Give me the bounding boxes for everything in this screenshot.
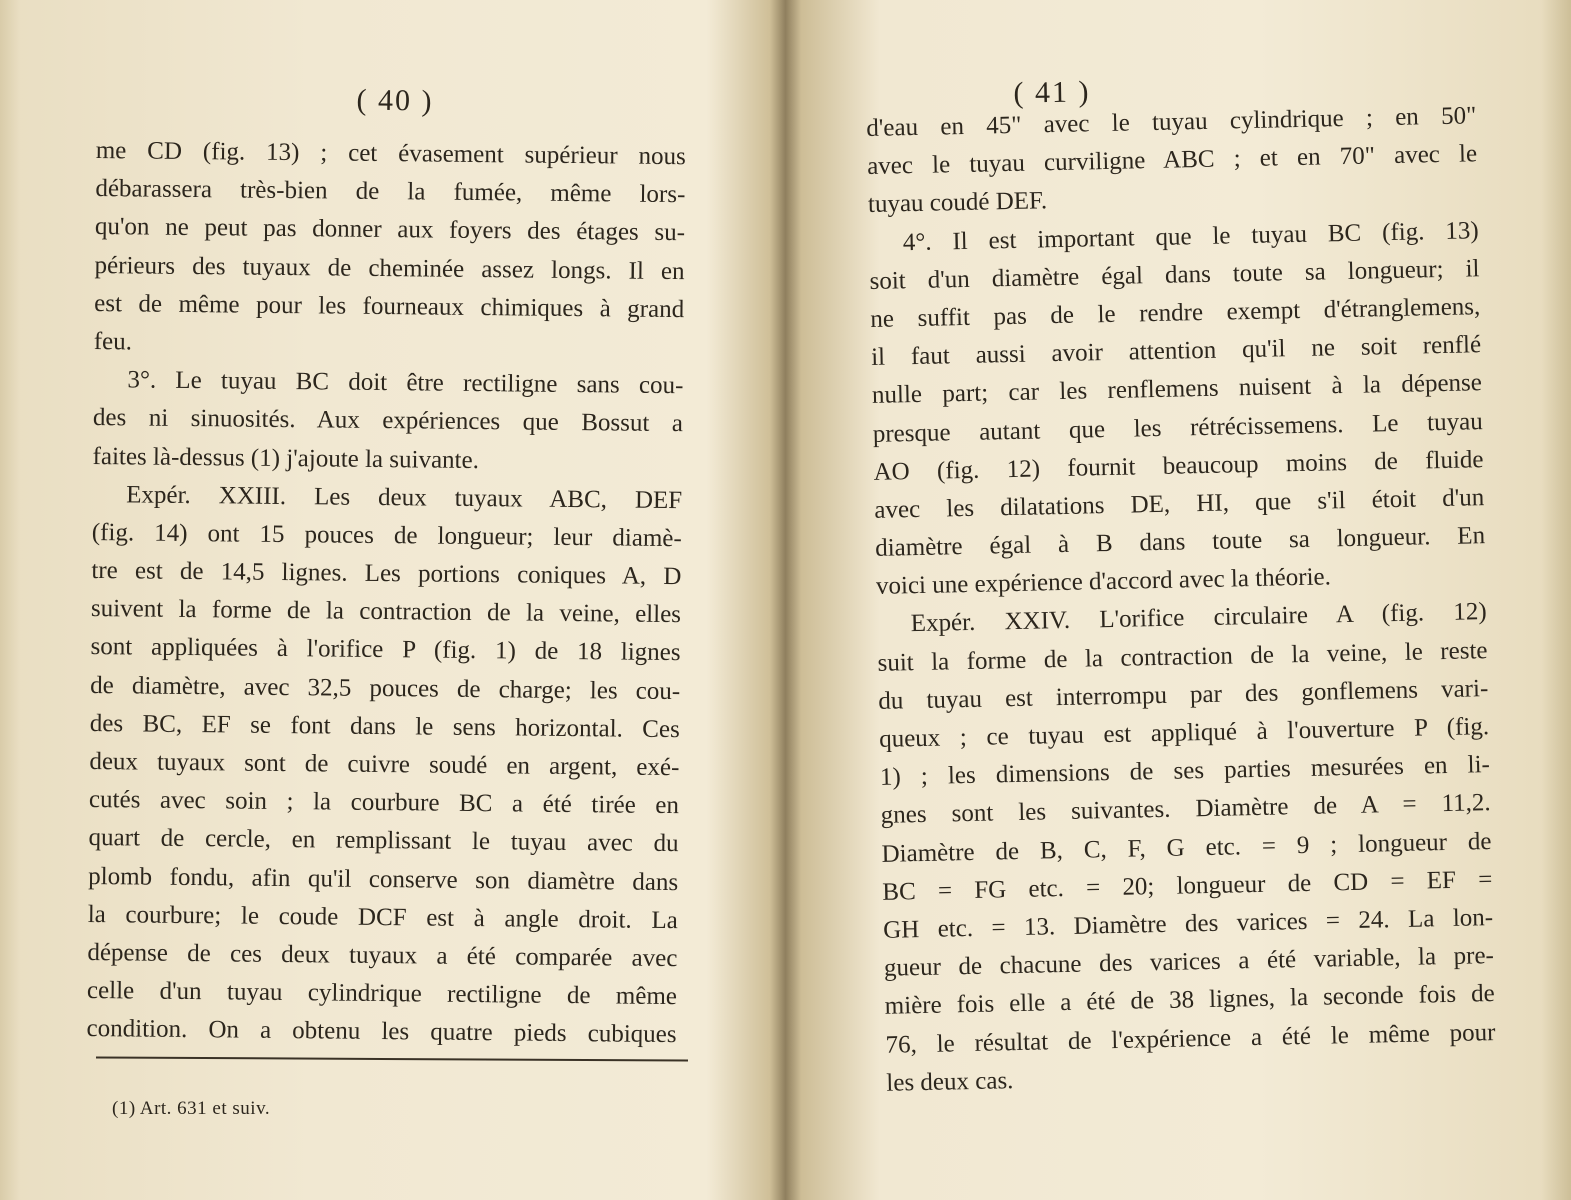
right-line-5: soit d'un diamètre égal dans toute sa longueur; il bbox=[869, 254, 1480, 295]
left-line-7: 3°. Le tuyau BC doit être rectiligne sans cou- bbox=[127, 366, 684, 400]
left-line-9: faites là-dessus (1) j'ajoute la suivante. bbox=[92, 442, 480, 474]
left-line-2: débarassera très-bien de la fumée, même lors- bbox=[95, 175, 686, 209]
right-page-text bbox=[866, 97, 1497, 1102]
left-line-5: est de même pour les fourneaux chimiques à grand bbox=[94, 289, 685, 323]
right-page-number: ( 41 ) bbox=[1013, 75, 1091, 110]
right-line-8: nulle part; car les renflemens nuisent à la dépense bbox=[871, 369, 1483, 410]
footnote-rule bbox=[96, 1056, 688, 1061]
right-line-14: Expér. XXIV. L'orifice circulaire A (fig. 12) bbox=[910, 598, 1487, 638]
right-line-3: tuyau coudé DEF. bbox=[867, 187, 1048, 219]
left-line-8: des ni sinuosités. Aux expériences que Bossut a bbox=[92, 404, 684, 438]
right-line-1: d'eau en 45" avec le tuyau cylindrique ; en 50" bbox=[866, 102, 1477, 142]
right-line-11: avec les dilatations DE, HI, que s'il étoit d'un bbox=[874, 484, 1485, 524]
left-line-15: de diamètre, avec 32,5 pouces de charge; les cou- bbox=[90, 671, 681, 705]
left-line-12: tre est de 14,5 lignes. Les portions coniques A, D bbox=[91, 557, 682, 591]
right-line-2: avec le tuyau curviligne ABC ; et en 70" avec le bbox=[866, 140, 1478, 181]
right-line-4: 4°. Il est important que le tuyau BC (fig. 13) bbox=[902, 216, 1479, 256]
left-line-1: me CD (fig. 13) ; cet évasement supérieur nous bbox=[95, 136, 686, 171]
right-line-16: du tuyau est interrompu par des gonflemens vari- bbox=[878, 674, 1489, 715]
right-line-24: mière fois elle a été de 38 lignes, la seconde fois de bbox=[884, 980, 1495, 1021]
left-line-17: deux tuyaux sont de cuivre soudé en argent, exé- bbox=[89, 747, 680, 782]
right-page bbox=[786, 0, 1571, 1200]
right-line-25: 76, le résultat de l'expérience a été le même pour bbox=[885, 1018, 1496, 1059]
left-page bbox=[0, 0, 785, 1200]
left-line-21: la courbure; le coude DCF est à angle droit. La bbox=[87, 900, 678, 934]
right-line-22: GH etc. = 13. Diamètre des varices = 24. La lon- bbox=[882, 903, 1494, 944]
left-page-text bbox=[86, 132, 686, 1055]
right-line-12: diamètre égal à B dans toute sa longueur. En bbox=[874, 522, 1486, 562]
right-line-21: BC = FG etc. = 20; longueur de CD = EF = bbox=[882, 865, 1493, 906]
right-line-10: AO (fig. 12) fournit beaucoup moins de fluide bbox=[873, 445, 1484, 486]
left-line-22: dépense de ces deux tuyaux a été comparée avec bbox=[87, 938, 678, 973]
left-line-3: qu'on ne peut pas donner aux foyers des étages su- bbox=[94, 213, 686, 247]
left-line-23: celle d'un tuyau cylindrique rectiligne de même bbox=[86, 977, 678, 1011]
left-line-11: (fig. 14) ont 15 pouces de longueur; leur diamè- bbox=[91, 518, 682, 553]
left-line-10: Expér. XXIII. Les deux tuyaux ABC, DEF bbox=[126, 481, 683, 514]
left-page-number: ( 40 ) bbox=[356, 83, 434, 118]
right-line-19: gnes sont les suivantes. Diamètre de A = 11,2. bbox=[880, 789, 1491, 830]
left-line-4: périeurs des tuyaux de cheminée assez longs. Il en bbox=[94, 251, 685, 285]
right-line-23: gueur de chacune des varices a été variable, la pre- bbox=[883, 942, 1495, 982]
left-line-16: des BC, EF se font dans le sens horizontal. Ces bbox=[89, 709, 680, 743]
left-line-20: plomb fondu, afin qu'il conserve son diamètre dans bbox=[88, 862, 679, 896]
left-line-18: cutés avec soin ; la courbure BC a été tirée en bbox=[88, 786, 680, 820]
right-line-18: 1) ; les dimensions de ses parties mesurées en li- bbox=[879, 751, 1491, 792]
right-line-17: queux ; ce tuyau est appliqué à l'ouverture P (fig. bbox=[878, 713, 1490, 753]
footnote: (1) Art. 631 et suiv. bbox=[112, 1098, 271, 1119]
right-line-9: presque autant que les rétrécissemens. Le tuyau bbox=[872, 407, 1483, 448]
right-line-13: voici une expérience d'accord avec la théorie. bbox=[875, 563, 1332, 601]
right-line-6: ne suffit pas de le rendre exempt d'étranglemens, bbox=[870, 293, 1481, 333]
left-line-6: feu. bbox=[93, 327, 133, 356]
left-line-13: suivent la forme de la contraction de la veine, elles bbox=[90, 595, 682, 629]
right-line-7: il faut aussi avoir attention qu'il ne soit renflé bbox=[870, 331, 1482, 372]
left-line-24: condition. On a obtenu les quatre pieds cubiques bbox=[86, 1015, 677, 1049]
right-line-15: suit la forme de la contraction de la veine, le reste bbox=[877, 636, 1488, 677]
right-line-26: les deux cas. bbox=[886, 1066, 1014, 1097]
left-line-14: sont appliquées à l'orifice P (fig. 1) de 18 lignes bbox=[90, 633, 681, 667]
left-line-19: quart de cercle, en remplissant le tuyau avec du bbox=[88, 824, 679, 858]
right-line-20: Diamètre de B, C, F, G etc. = 9 ; longueur de bbox=[881, 827, 1492, 868]
